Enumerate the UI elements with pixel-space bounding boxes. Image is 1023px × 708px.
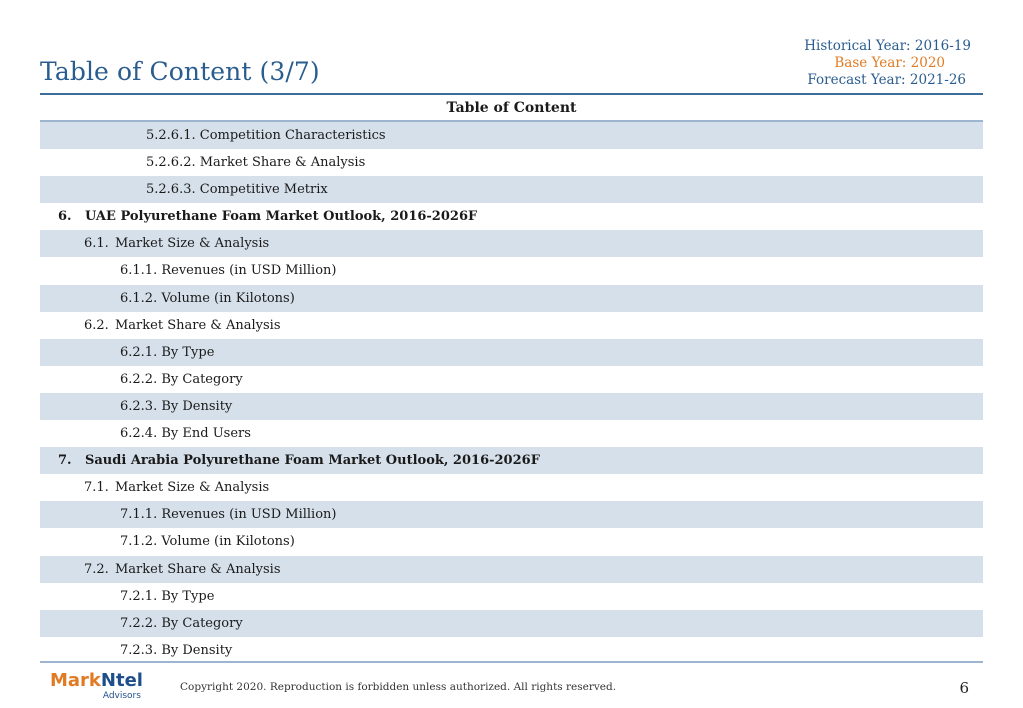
toc-row-text: UAE Polyurethane Foam Market Outlook, 2016-2026F [85, 209, 478, 225]
toc-row-number: 6. [58, 209, 72, 225]
forecast-year: Forecast Year: 2021-26 [807, 72, 966, 88]
toc-row [40, 285, 983, 312]
toc-list [40, 122, 983, 664]
toc-row [40, 312, 983, 339]
toc-row [40, 447, 983, 474]
toc-row-text: 7.2.1. By Type [120, 588, 215, 604]
page-title: Table of Content (3/7) [40, 57, 320, 86]
toc-row-text: Market Size & Analysis [115, 236, 270, 252]
toc-row [40, 637, 983, 664]
toc-row-text: Saudi Arabia Polyurethane Foam Market Outlook, 2016-2026F [85, 453, 540, 469]
toc-row-text: 7.2.2. By Category [120, 615, 243, 631]
toc-row-text: 7.1.2. Volume (in Kilotons) [120, 534, 295, 550]
toc-row-number: 7.1. [84, 480, 109, 496]
toc-row-text: Market Share & Analysis [115, 317, 281, 333]
page-number: 6 [959, 679, 969, 697]
toc-row-text: 6.1.1. Revenues (in USD Million) [120, 263, 337, 279]
toc-row-text: 6.2.4. By End Users [120, 426, 251, 442]
base-year: Base Year: 2020 [834, 55, 945, 71]
toc-row-text: 7.1.1. Revenues (in USD Million) [120, 507, 337, 523]
toc-row-text: Market Share & Analysis [115, 561, 281, 577]
toc-row [40, 393, 983, 420]
toc-row [40, 556, 983, 583]
toc-row [40, 528, 983, 555]
header-divider [40, 93, 983, 95]
copyright-text: Copyright 2020. Reproduction is forbidden unless authorized. All rights reserved. [180, 681, 617, 693]
toc-row-number: 7.2. [84, 561, 109, 577]
toc-row [40, 339, 983, 366]
toc-row-text: 6.2.3. By Density [120, 398, 233, 414]
footer-divider [40, 661, 983, 663]
toc-row-text: 6.1.2. Volume (in Kilotons) [120, 290, 295, 306]
logo-ntel-text: Ntel [100, 670, 143, 691]
toc-row-number: 6.1. [84, 236, 109, 252]
toc-row [40, 474, 983, 501]
toc-row [40, 501, 983, 528]
logo-subtitle: Advisors [102, 691, 141, 701]
toc-row [40, 366, 983, 393]
toc-row [40, 610, 983, 637]
toc-row-text: 5.2.6.2. Market Share & Analysis [146, 155, 366, 171]
year-info [804, 38, 971, 89]
logo-mark-text: Mark [50, 670, 101, 691]
toc-heading: Table of Content [446, 100, 577, 116]
toc-row [40, 122, 983, 149]
toc-row-text: 5.2.6.3. Competitive Metrix [146, 182, 328, 198]
toc-row-text: 5.2.6.1. Competition Characteristics [146, 128, 386, 143]
toc-row-text: 6.2.1. By Type [120, 344, 215, 360]
toc-row-number: 6.2. [84, 317, 109, 333]
toc-row-text: 6.2.2. By Category [120, 371, 243, 387]
historical-year: Historical Year: 2016-19 [804, 38, 971, 54]
toc-row-text: 7.2.3. By Density [120, 642, 233, 658]
toc-row [40, 583, 983, 610]
toc-row [40, 420, 983, 447]
toc-row [40, 176, 983, 203]
toc-row [40, 149, 983, 176]
toc-row [40, 230, 983, 257]
toc-row-number: 7. [58, 453, 72, 469]
marknitel-logo [50, 672, 143, 701]
toc-row [40, 257, 983, 284]
toc-row-text: Market Size & Analysis [115, 480, 270, 496]
toc-row [40, 203, 983, 230]
